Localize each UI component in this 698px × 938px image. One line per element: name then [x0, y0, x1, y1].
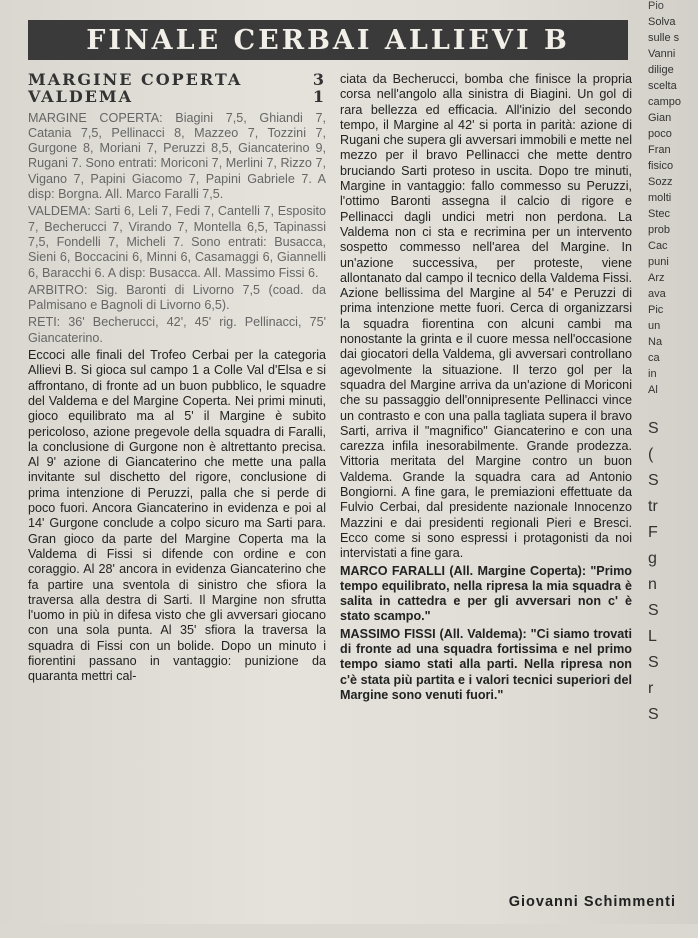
fragment: S [648, 706, 659, 723]
interview-faralli: MARCO FARALLI (All. Margine Coperta): "Primo tempo equilibrato, nella ripresa la mia squadra è salita in cattedra e per gli avversari non c' è stato scampo." [340, 563, 632, 624]
goals: RETI: 36' Becherucci, 42', 45' rig. Pellinacci, 75' Giancaterino. [28, 315, 326, 345]
fragment: poco [648, 128, 672, 140]
fragment: sulle s [648, 32, 680, 44]
fragment: r [648, 680, 654, 697]
fragment: S [648, 654, 659, 671]
headline: FINALE CERBAI ALLIEVI B [28, 20, 628, 60]
fragment: dilige [648, 64, 674, 76]
right-column-header-fragment: Pio [648, 0, 664, 12]
fragment: Vanni [648, 48, 676, 60]
fragment: scelta [648, 80, 677, 92]
match-report-continued: ciata da Becherucci, bomba che finisce la propria corsa nell'angolo alla sinistra di Biagini. Un gol di rara bellezza ed efficacia. All'inizio del secondo tempo, il Margine al 42' si porta in parità: azione di Rugani che supera gli avversari immobili e mette nel mezzo per il bravo Pellinacci che mette dentro bruciando Sarti proteso in uscita. Dopo tre minuti, Margine in vantaggio: fallo commesso su Peruzzi, l'ottimo Baronti assegna il calcio di rigore e Pellinacci dagli undici metri non perdona. La Valdema non ci sta e recrimina per un intervento sospetto commesso nell'area del Margine. In un'azione successiva, per proteste, viene allontanato dal campo il tecnico della Valdema Fissi. Azione bellissima del Margine al 54' e Peruzzi di prima intenzione mette fuori. Cerca di organizzarsi la squadra fiorentina con alcuni cambi ma nonostante la grinta e il cuore messa nell'occasione dai giocatori della Valdema, gli avversari controllano agevolmente la situazione. Il terzo gol per la squadra del Margine arriva da un'azione di Moriconi che su passaggio dell'onnipresente Pellinacci vince un contrasto e con una palla tagliata supera il bravo Sarti, arriva il "magnifico" Giancaterino e con una carezza infila inesorabilmente. Grande prodezza. Vittoria meritata del Margine contro un buon Valdema. Grande la squadra cara ad Antonio Bongiorni. A fine gara, le premiazioni effettuate da Fulvio Cerbai, dal presidente nazionale Innocenzo Mazzini e dai presidenti regionali Pieri e Bresci. Ecco come si sono espressi i protagonisti da noi intervistati a fine gara. [340, 72, 632, 561]
result-row [28, 72, 326, 87]
fragment: tr [648, 498, 658, 515]
fragment: g [648, 550, 657, 567]
adjacent-column-fragments [648, 14, 698, 938]
fragment: Na [648, 336, 663, 348]
interview-fissi: MASSIMO FISSI (All. Valdema): "Ci siamo trovati di fronte ad una squadra fortissima e nel primo tempo siamo stati alla parti. Nella ripresa non c'è stata più partita e i valori tecnici superiori del Margine sono venuti fuori." [340, 626, 632, 702]
fragment: Cac [648, 240, 668, 252]
fragment: in [648, 368, 657, 380]
fragment: Stec [648, 208, 671, 220]
lineup-margine: MARGINE COPERTA: Biagini 7,5, Ghiandi 7, Catania 7,5, Pellinacci 8, Mazzeo 7, Tozzini 7, Gurgone 8, Moriani 7, Peruzzi 8,5, Giancaterino 9, Rugani 7. Sono entrati: Moriconi 7, Merlini 7, Rizzo 7, Vigano 7, Papini Giacomo 7, Papini Gabriele 7. A disp: Borgna. All. Marco Faralli 7,5. [28, 110, 326, 202]
team-name: VALDEMA [28, 87, 134, 107]
match-report-start: Eccoci alle finali del Trofeo Cerbai per la categoria Allievi B. Si gioca sul campo 1 a Colle Val d'Elsa e si affrontano, di fronte ad un buon pubblico, le squadre del Valdema e del Margine Coperta. Nei primi minuti, gioco equilibrato ma al 5' il Margine è subito pericoloso, azione pregevole della squadra di Faralli, la conclusione di Gurgone non è altrettanto precisa. Al 9' azione di Giancaterino che mette una palla invitante sul dischetto del rigore, conclusione di prima intenzione di Peruzzi, palla che si perde di poco fuori. Ancora Giancaterino in evidenza e poi al 14' Gurgone conclude a colpo sicuro ma Sarti para. Gran gioco da parte del Margine Coperta ma la Valdema di Fissi si difende con ordine e con coraggio. Al 28' ancora in evidenza Giancaterino che fa partire una sventola di sinistro che sfiora la traversa alla destra di Sarti. Il Margine non sfrutta l'uomo in più in difesa visto che gli avversari giocano con una sola punta. Al 35' sfiora la traversa la squadra di Fissi con un bolide. Dopo un minuto i fiorentini passano in vantaggio: punizione da quaranta mettri cal- [28, 348, 326, 684]
fragment: S [648, 602, 659, 619]
referee: ARBITRO: Sig. Baronti di Livorno 7,5 (coad. da Palmisano e Bagnoli di Livorno 6,5). [28, 282, 326, 313]
fragment: F [648, 524, 658, 541]
fragment: Gian [648, 112, 672, 124]
fragment: ava [648, 288, 666, 300]
article-left-column [28, 72, 326, 685]
team-score: 3 [312, 70, 326, 89]
fragment: S [648, 472, 659, 489]
fragment: S [648, 420, 659, 437]
fragment: ( [648, 446, 654, 463]
team-score: 1 [312, 87, 326, 107]
fragment: Fran [648, 144, 671, 156]
fragment: fisico [648, 160, 674, 172]
fragment: prob [648, 224, 671, 236]
article-middle-column [340, 72, 632, 703]
author-signature: Giovanni Schimmenti [508, 894, 676, 910]
fragment: Sozz [648, 176, 673, 188]
fragment: molti [648, 192, 672, 204]
fragment: campo [648, 96, 682, 108]
lineup-valdema: VALDEMA: Sarti 6, Leli 7, Fedi 7, Cantelli 7, Esposito 7, Becherucci 7, Virando 7, Montella 6,5, Tapinassi 7,5, Fondelli 7, Micheli 7. Sono entrati: Busacca, Sieni 6, Boccacini 6, Minni 6, Casamaggi 6, Giannelli 6, Baracchi 6. A disp: Busacca. All. Massimo Fissi 6. [28, 204, 326, 280]
fragment: L [648, 628, 657, 645]
result-row [28, 87, 326, 107]
fragment: Pic [648, 304, 664, 316]
fragment: Solva [648, 16, 676, 28]
fragment: ca [648, 352, 660, 364]
team-name: MARGINE COPERTA [28, 70, 243, 89]
fragment: puni [648, 256, 669, 268]
fragment: n [648, 576, 657, 593]
fragment: Al [648, 384, 658, 396]
fragment: Arz [648, 272, 665, 284]
fragment: un [648, 320, 661, 332]
